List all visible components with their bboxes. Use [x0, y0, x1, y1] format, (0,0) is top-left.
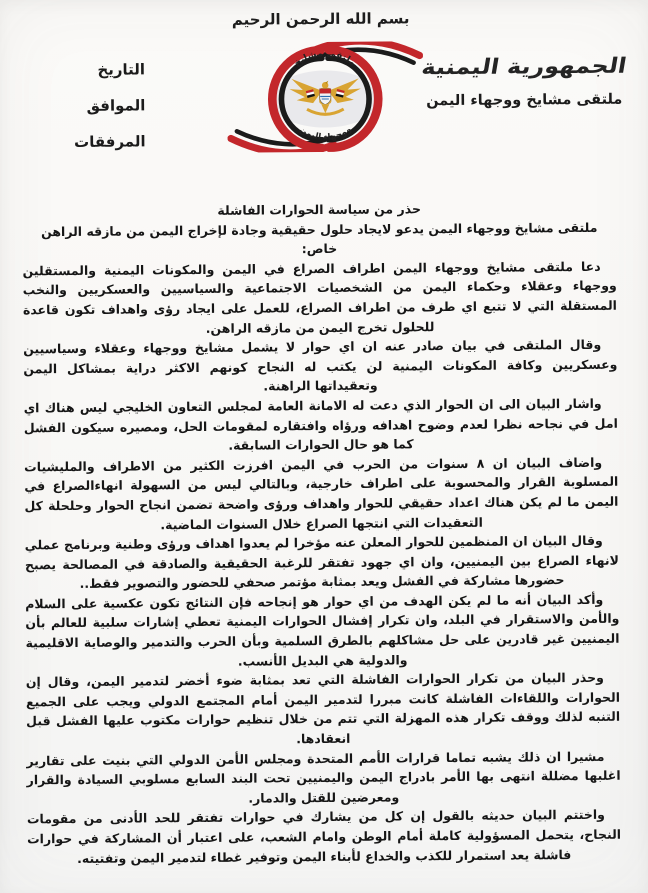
statement-paragraph: وقال الملتقى في بيان صادر عنه ان اي حوار لا يشمل مشايخ ووجهاء وعقلاء وسياسيين وعسكريين وكافة المكونات اليمنية لن يكتب له النجاح كونهم الاكثر دراية بمشاكل اليمن وتعقيداتها الراهنة. — [23, 336, 618, 394]
organization-name: ملتقى مشايخ ووجهاء اليمن — [426, 91, 623, 110]
statement-paragraph: واضاف البيان ان ٨ سنوات من الحرب في اليمن افرزت الكثير من الاطراف والمليشيات المسلوبة القرار والمحسوبة على اطراف خارجية، وبالتالي ليس من السهولة انهاءالصراع في اليمن ما لم يكن هناك اعداد حقيقي للحوار واهداف ورؤى واضحة تضمن انجاح الحوار وحلحلة كل التعقيدات التي انتجها الصراع خلال السنوات الماضية. — [24, 454, 619, 532]
forum-logo-icon — [227, 41, 424, 153]
logo-bottom-arc-text: ووجهاء اليمن — [297, 124, 354, 143]
basmala-text: بسم الله الرحمن الرحيم — [231, 9, 410, 29]
statement-paragraph: مشيرا ان ذلك يشبه تماما قرارات الأمم المتحدة ومجلس الأمن الدولي التي بنيت على تقارير اغلبها مضللة انتهى بها الأمر بادراج اليمن واليمنيين تحت البند السابع مسلوبي السيادة والقرار ومعرضين للقتل والدمار. — [26, 748, 621, 806]
statement-paragraph: واشار البيان الى ان الحوار الذي دعت له الامانة العامة لمجلس التعاون الخليجي ليس هناك اي امل في نجاحه نظرا لعدم وضوح اهدافه ورؤاه وافتقاره لمقومات الحل، ومصيره سيكون الفشل كما هو حال الحوارات السابقة. — [23, 395, 618, 453]
corresponding-date-label: الموافق — [86, 96, 146, 115]
statement-exclusive-tag: خاص: — [301, 241, 338, 257]
header-identity-block — [413, 52, 635, 110]
header-date-block — [67, 51, 146, 160]
statement-paragraph: واختتم البيان حديثه بالقول إن كل من يشارك في حوارات تفتقر للحد الأدنى من مقومات النجاح، يتحمل المسؤولية كاملة أمام الوطن وامام الشعب، على اعتبار أن المشاركة في حوارات فاشلة يعد استمرار للكذب والخداع لأبناء اليمن وتوفير غطاء لتدمير اليمن وتفتيته. — [26, 807, 622, 866]
republic-calligraphy-title: الجمهورية اليمنية — [419, 53, 629, 80]
statement-subtitle: ملتقى مشايخ ووجهاء اليمن يدعو لايجاد حلول حقيقية وجادة لإخراج اليمن من مازقه الراهن — [41, 219, 598, 239]
attachments-label: المرفقات — [74, 132, 146, 151]
yemen-emblem-logo-icon — [227, 41, 424, 153]
statement-paragraph: وقال البيان ان المنظمين للحوار المعلن عنه مؤخرا لم يعدوا اهداف ورؤى وطنية وبرنامج عملي لانهاء الصراع بين اليمنيين، وان اي جهود تفتقر للرغبة الحقيقية والصادقة في المصالحة يصبح حضورها مشاركة في الفشل ويعد بمثابة مؤتمر صحفي للحضور والتصوير فقط.. — [24, 532, 619, 592]
date-label: التاريخ — [97, 60, 146, 79]
statement-paragraph: وأكد البيان أنه ما لم يكن الهدف من اي حوار هو إنجاحه فإن النتائج تكون عكسية على السلام والأمن والاستقرار في البلد، وان تكرار إفشال الحوارات اليمنية تعطي إشارات سلبية للعالم بأن اليمنيين غير قادرين على حل مشاكلهم بالطرق السلمية وبأن الحرب والتدمير والوصاية الاقليمية والدولية هي البديل الأنسب. — [25, 591, 620, 669]
statement-title: حذر من سياسة الحوارات الفاشلة — [217, 201, 421, 218]
logo-top-arc-text: ملتقى مشايخ — [292, 47, 358, 70]
statement-paragraph: وحذر البيان من تكرار الحوارات الفاشلة التي تعد بمثابة ضوء أخضر لتدمير اليمن، وقال إن الحوارات واللقاءات الفاشلة كانت مبررا لتدمير اليمن أمام المجتمع الدولي ويجب على الجميع التنبه لذلك ووقف تكرار هذه المهزلة التي تتم من خلال تنظيم حوارات مكتوب عليها الفشل قبل انعقادها. — [25, 670, 621, 747]
statement-paragraph: دعا ملتقى مشايخ ووجهاء اليمن اطراف الصراع في اليمن والمكونات اليمنية والمستقلين ووجهاء وعقلاء وحكماء اليمن من الشخصيات الاجتماعية والسياسيين والعسكريين والنخب المستقلة التي لا تتبع اي طرف من اطراف الصراع، للعمل على ايجاد رؤى واهداف تكون قاعدة للحلول تخرج اليمن من مازقه الراهن. — [22, 258, 617, 336]
statement-body — [22, 198, 621, 869]
